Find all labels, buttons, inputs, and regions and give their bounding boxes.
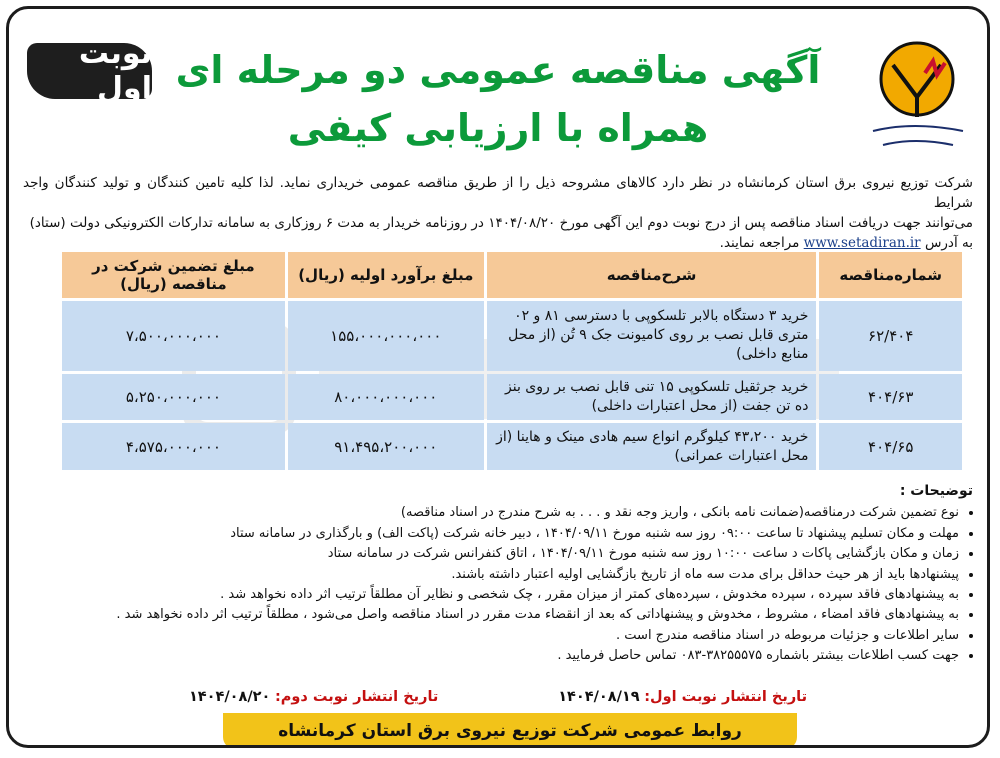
notes-section xyxy=(29,481,973,667)
estimate-amount: ۹۱،۴۹۵،۲۰۰،۰۰۰ xyxy=(288,423,484,470)
intro-line: می‌توانند جهت دریافت اسناد مناقصه پس از درج نوبت دوم این آگهی مورخ ۱۴۰۴/۰۸/۲۰ در روزنامه خریدار به مدت ۶ روزکاری به سامانه تدارکات الکترونیکی دولت (ستاد) xyxy=(29,215,973,231)
second-date-label: تاریخ انتشار نوبت دوم: xyxy=(274,689,439,705)
header-number: شماره‌مناقصه xyxy=(819,252,962,298)
intro-suffix: مراجعه نمایند. xyxy=(719,235,800,251)
intro-line: شرکت توزیع نیروی برق استان کرمانشاه در نظر دارد کالاهای مشروحه ذیل را از طریق مناقصه عمومی خریداری نماید. لذا کلیه تامین کنندگان و تولید کنندگان واجد شرایط xyxy=(23,175,973,211)
intro-prefix: به آدرس xyxy=(924,235,973,251)
guarantee-amount: ۷،۵۰۰،۰۰۰،۰۰۰ xyxy=(62,301,285,371)
note-item: • پیشنهادها باید از هر حیث حداقل برای مدت سه ماه از تاریخ بازگشایی اولیه اعتبار داشته باشند. xyxy=(29,565,959,585)
setad-url-link[interactable]: www.setadiran.ir xyxy=(803,235,921,251)
tender-description: خرید جرثقیل تلسکوپی ۱۵ تنی قابل نصب بر روی بنز ده تن جفت (از محل اعتبارات داخلی) xyxy=(487,374,817,421)
tender-description: خرید ۴۳،۲۰۰ کیلوگرم انواع سیم هادی مینک و هاینا (از محل اعتبارات عمرانی) xyxy=(487,423,817,470)
first-date-label: تاریخ انتشار نوبت اول: xyxy=(644,689,808,705)
tender-number: ۴۰۴/۶۳ xyxy=(819,374,962,421)
tender-number: ۴۰۴/۶۵ xyxy=(819,423,962,470)
notes-heading: توضیحات : xyxy=(899,483,973,499)
header-guarantee: مبلغ تضمین شرکت در مناقصه (ریال) xyxy=(62,252,285,298)
note-item: • جهت کسب اطلاعات بیشتر باشماره ۳۸۲۵۵۵۷۵-۰۸۳ تماس حاصل فرمایید . xyxy=(29,646,959,666)
company-logo-icon xyxy=(853,35,973,155)
intro-paragraph xyxy=(23,173,973,253)
note-item: • به پیشنهادهای فاقد سپرده ، سپرده مخدوش ، سپرده‌های کمتر از میزان مقرر ، چک شخصی و نظایر آن مطلقاً ترتیب اثر داده نخواهد شد . xyxy=(29,585,959,605)
tender-description: خرید ۳ دستگاه بالابر تلسکوپی با دسترسی ۸۱ و ۰۲ متری قابل نصب بر روی کامیونت جک ۹ تُن (از محل منابع داخلی) xyxy=(487,301,817,371)
first-date-value: ۱۴۰۴/۰۸/۱۹ xyxy=(558,689,640,705)
notice-title-line2: همراه با ارزیابی کیفی xyxy=(287,106,709,150)
second-publication xyxy=(189,689,438,705)
estimate-amount: ۱۵۵،۰۰۰،۰۰۰،۰۰۰ xyxy=(288,301,484,371)
edition-badge: نوبت اول xyxy=(27,43,152,99)
guarantee-amount: ۵،۲۵۰،۰۰۰،۰۰۰ xyxy=(62,374,285,421)
first-publication xyxy=(558,689,807,705)
header-estimate: مبلغ برآورد اولیه (ریال) xyxy=(288,252,484,298)
note-item: • به پیشنهادهای فاقد امضاء ، مشروط ، مخدوش و پیشنهاداتی که بعد از انقضاء مدت مقرر در اسناد مناقصه واصل می‌شود ، مطلقاً ترتیب اثر داده نخواهد شد . xyxy=(29,605,959,625)
tender-table xyxy=(59,249,965,473)
guarantee-amount: ۴،۵۷۵،۰۰۰،۰۰۰ xyxy=(62,423,285,470)
notes-list xyxy=(29,503,973,666)
publication-dates xyxy=(129,689,867,705)
table-row xyxy=(62,301,962,371)
table-row xyxy=(62,423,962,470)
second-date-value: ۱۴۰۴/۰۸/۲۰ xyxy=(188,689,271,705)
public-relations-footer: روابط عمومی شرکت توزیع نیروی برق استان کرمانشاه xyxy=(223,713,797,748)
note-item: • مهلت و مکان تسلیم پیشنهاد تا ساعت ۰۹:۰۰ روز سه شنبه مورخ ۱۴۰۴/۰۹/۱۱ ، دبیر خانه شرکت (پاکت الف) و بارگذاری در سامانه ستاد xyxy=(29,524,959,544)
table-header-row xyxy=(62,252,962,298)
header-description: شرح‌مناقصه xyxy=(487,252,817,298)
notice-frame xyxy=(6,6,990,748)
note-item: • زمان و مکان بازگشایی پاکات د ساعت ۱۰:۰۰ روز سه شنبه مورخ ۱۴۰۴/۰۹/۱۱ ، اتاق کنفرانس شرکت در سامانه ستاد xyxy=(29,544,959,564)
note-item: • سایر اطلاعات و جزئیات مربوطه در اسناد مناقصه مندرج است . xyxy=(29,626,959,646)
tender-number: ۶۲/۴۰۴ xyxy=(819,301,962,371)
notice-title-line1: آگهی مناقصه عمومی دو مرحله ای xyxy=(175,48,821,92)
table-row xyxy=(62,374,962,421)
estimate-amount: ۸۰،۰۰۰،۰۰۰،۰۰۰ xyxy=(288,374,484,421)
note-item: • نوع تضمین شرکت درمناقصه(ضمانت نامه بانکی ، واریز وجه نقد و . . . به شرح مندرج در اسناد مناقصه) xyxy=(29,503,959,523)
